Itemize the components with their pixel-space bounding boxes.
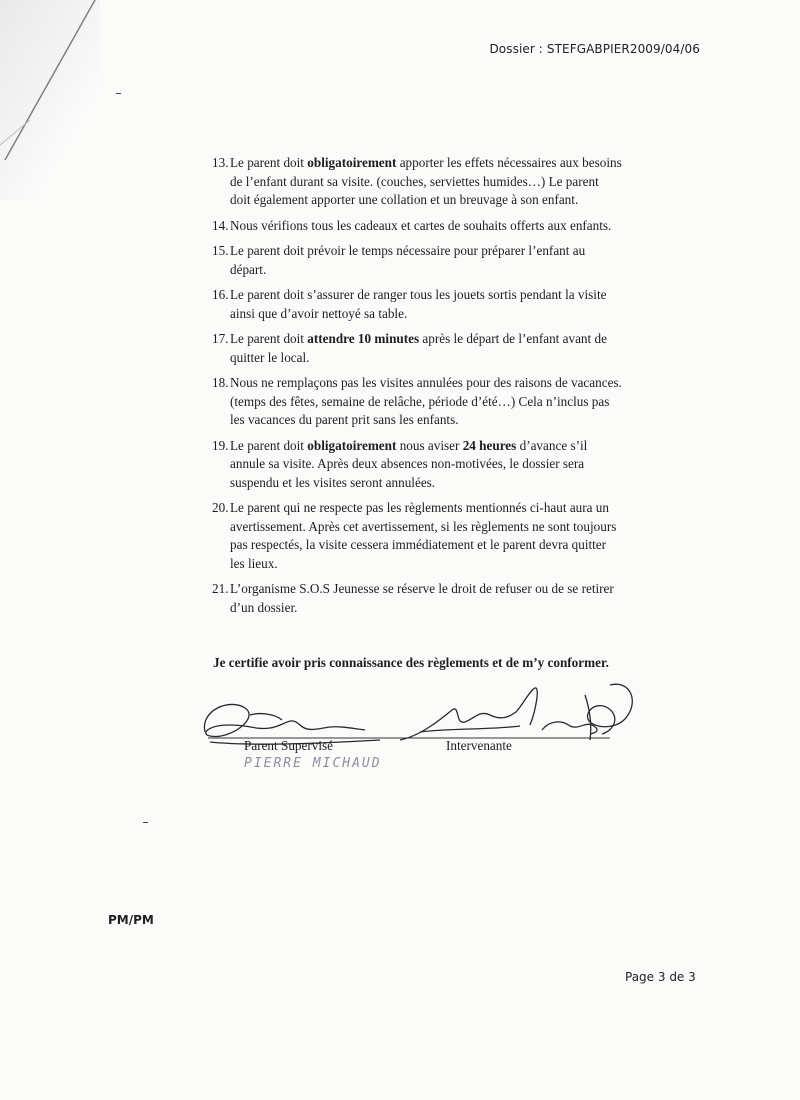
rule-item	[212, 374, 622, 430]
parent-signature-label: Parent Supervisé	[244, 738, 333, 753]
rule-emphasis: 24 heures	[462, 437, 517, 453]
rule-text	[230, 500, 616, 571]
rule-text-segment: apporter les effets nécessaires aux besoins de l’enfant durant sa visite. (couches, serviettes humides…) Le parent doit également apporter une collation et un breuvage à son enfant.	[230, 155, 622, 207]
rule-number: 15.	[212, 243, 229, 258]
rule-number: 16.	[212, 287, 229, 302]
intervenante-signature-label: Intervenante	[446, 738, 512, 753]
rule-text-segment: d’avance s’il annule sa visite. Après deux absences non-motivées, le dossier sera suspendu et les visites seront annulées.	[230, 437, 588, 490]
rule-item	[212, 286, 622, 323]
rule-emphasis: attendre 10 minutes	[307, 331, 420, 346]
rule-text-segment: Le parent doit	[230, 331, 308, 346]
rule-item	[212, 154, 622, 210]
rule-emphasis: obligatoirement	[307, 437, 397, 453]
signatures-block	[190, 670, 640, 790]
rule-text	[230, 438, 587, 490]
scan-mark	[143, 822, 148, 823]
rule-text-segment: Le parent qui ne respecte pas les règlements mentionnés ci-haut aura un avertissement. Après cet avertissement, si les règlements ne sont toujours pas respectés, la visite cessera immédiatement et le parent devra quitter les lieux.	[230, 500, 617, 571]
rule-item	[212, 437, 622, 493]
rule-text-segment: nous aviser	[396, 437, 463, 453]
rule-text-segment: Le parent doit s’assurer de ranger tous les jouets sortis pendant la visite ainsi que d’avoir nettoyé sa table.	[230, 287, 607, 321]
rule-number: 21.	[212, 581, 229, 596]
rule-text	[230, 287, 606, 321]
rules-list	[212, 154, 622, 624]
rule-number: 18.	[212, 375, 229, 390]
rule-number: 14.	[212, 217, 229, 233]
rule-number: 19.	[212, 437, 229, 453]
rule-text	[230, 331, 607, 365]
rule-text-segment: Nous ne remplaçons pas les visites annulées pour des raisons de vacances. (temps des fêtes, semaine de relâche, période d’été…) Cela n’inclus pas les vacances du parent prit sans les enfants.	[230, 375, 622, 427]
rule-text-segment: Le parent doit	[230, 155, 308, 170]
rule-emphasis: obligatoirement	[307, 155, 397, 170]
page-number: Page 3 de 3	[625, 970, 696, 984]
rule-text-segment: Nous vérifions tous les cadeaux et cartes de souhaits offerts aux enfants.	[230, 217, 612, 233]
rule-text	[230, 581, 614, 615]
rule-item	[212, 580, 622, 617]
rule-text	[230, 155, 622, 207]
rule-text-segment: L’organisme S.O.S Jeunesse se réserve le droit de refuser ou de se retirer d’un dossier.	[230, 581, 614, 615]
rule-number: 20.	[212, 500, 229, 515]
author-initials: PM/PM	[108, 913, 154, 927]
rule-text	[230, 218, 611, 233]
certification-statement: Je certifie avoir pris connaissance des règlements et de m’y conformer.	[213, 655, 609, 670]
page-fold-edge	[0, 0, 150, 210]
handwritten-parent-name: PIERRE MICHAUD	[244, 756, 382, 771]
rule-item	[212, 330, 622, 367]
rule-text-segment: Le parent doit	[230, 437, 308, 453]
rule-number: 17.	[212, 331, 229, 346]
rule-text-segment: après le départ de l’enfant avant de quitter le local.	[230, 331, 607, 365]
rule-text	[230, 375, 622, 427]
rule-item	[212, 217, 622, 236]
rule-item	[212, 499, 622, 573]
intervenante-signature	[400, 684, 632, 740]
rule-text-segment: Le parent doit prévoir le temps nécessaire pour préparer l’enfant au départ.	[230, 243, 586, 277]
rule-text	[230, 243, 585, 277]
rule-number: 13.	[212, 155, 229, 170]
dossier-reference: Dossier : STEFGABPIER2009/04/06	[489, 42, 700, 56]
scan-mark	[116, 93, 121, 94]
rule-item	[212, 242, 622, 279]
